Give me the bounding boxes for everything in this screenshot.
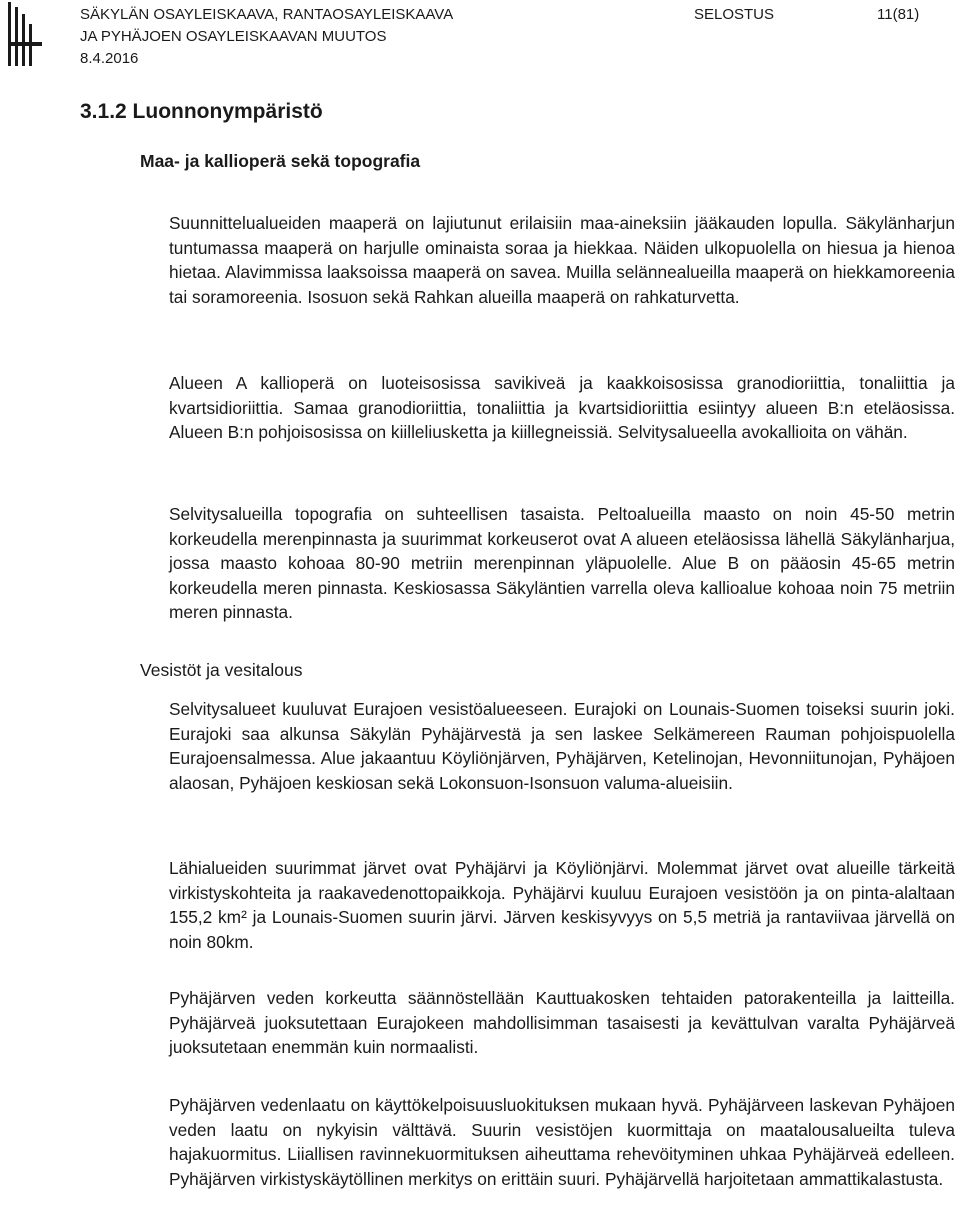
subsection-heading-waters: Vesistöt ja vesitalous [140,660,303,680]
paragraph: Pyhäjärven veden korkeutta säännöstellään Kauttuakosken tehtaiden patorakenteilla ja laitteilla. Pyhäjärveä juoksutettaan Eurajokeen mahdollisimman tasaisesti ja kevättulvan varalta Pyhäjärveä juoksutetaan enemmän kuin normaalisti. [169,988,955,1057]
header-title-line1: SÄKYLÄN OSAYLEISKAAVA, RANTAOSAYLEISKAAVA [80,6,454,23]
paragraph: Selvitysalueet kuuluvat Eurajoen vesistöalueeseen. Eurajoki on Lounais-Suomen toiseksi suurin joki. Eurajoki saa alkunsa Säkylän Pyhäjärvestä ja sen laskee Selkämereen Rauman pohjoispuolella Eurajoensalmessa. Alue jakaantuu Köyliönjärven, Pyhäjärven, Ketelinojan, Hevonniitunojan, Pyhäjoen alaosan, Pyhäjoen keskiosan sekä Lokonsuon-Isonsuon valuma-alueisiin. [169,699,955,793]
subsection-heading-soil: Maa- ja kallioperä sekä topografia [140,151,421,171]
paragraph: Pyhäjärven vedenlaatu on käyttökelpoisuusluokituksen mukaan hyvä. Pyhäjärveen laskevan Pyhäjoen veden laatu on nykyisin välttävä. Suurin vesistöjen kuormittaja on maatalousalueilta tuleva hajakuormitus. Liiallisen ravinnekuormituksen aiheuttama rehevöityminen uhkaa Pyhäjärveä edelleen. Pyhäjärven virkistyskäytöllinen merkitys on erittäin suuri. Pyhäjärvellä harjoitetaan ammattikalastusta. [169,1095,955,1189]
paragraph: Suunnittelualueiden maaperä on lajiutunut erilaisiin maa-aineksiin jääkauden lopulla. Säkylänharjun tuntumassa maaperä on harjulle ominaista soraa ja hiekkaa. Näiden ulkopuolella on hiesua ja hienoa hietaa. Alavimmissa laaksoissa maaperä on savea. Muilla selännealueilla maaperä on hiekkamoreenia tai soramoreenia. Isosuon sekä Rahkan alueilla maaperä on rahkaturvetta. [169,213,955,307]
paragraph: Selvitysalueilla topografia on suhteellisen tasaista. Peltoalueilla maasto on noin 45-50 metrin korkeudella merenpinnasta ja suurimmat korkeuserot ovat A alueen eteläosissa lähellä Säkylänharjua, jossa maasto kohoaa 80-90 metriin merenpinnan yläpuolelle. Alue B on pääosin 45-65 metrin korkeudella meren pinnasta. Keskiosassa Säkyläntien varrella oleva kallioalue kohoaa noin 75 metriin meren pinnasta. [169,504,955,622]
header-doc-type: SELOSTUS [694,6,775,23]
paragraph: Alueen A kallioperä on luoteisosissa savikiveä ja kaakkoisosissa granodioriittia, tonaliittia ja kvartsidioriittia. Samaa granodioriittia, tonaliittia ja kvartsidioriittia esiintyy alueen B:n eteläosissa. Alueen B:n pohjoisosissa on kiilleliusketta ja kiillegneissiä. Selvitysalueella avokallioita on vähän. [169,373,955,442]
paragraph: Lähialueiden suurimmat järvet ovat Pyhäjärvi ja Köyliönjärvi. Molemmat järvet ovat alueille tärkeitä virkistyskohteita ja raakavedenottopaikkoja. Pyhäjärvi kuuluu Eurajoen vesistöön ja on pinta-alaltaan 155,2 km² ja Lounais-Suomen suurin järvi. Järven keskisyvyys on 5,5 metriä ja rantaviivaa järvellä on noin 80km. [169,858,955,952]
header-date: 8.4.2016 [80,50,139,67]
header-title-line2: JA PYHÄJOEN OSAYLEISKAAVAN MUUTOS [80,28,387,45]
section-heading: 3.1.2 Luonnonympäristö [80,100,323,123]
header-page-number: 11(81) [877,6,920,23]
logo-icon [8,2,42,66]
